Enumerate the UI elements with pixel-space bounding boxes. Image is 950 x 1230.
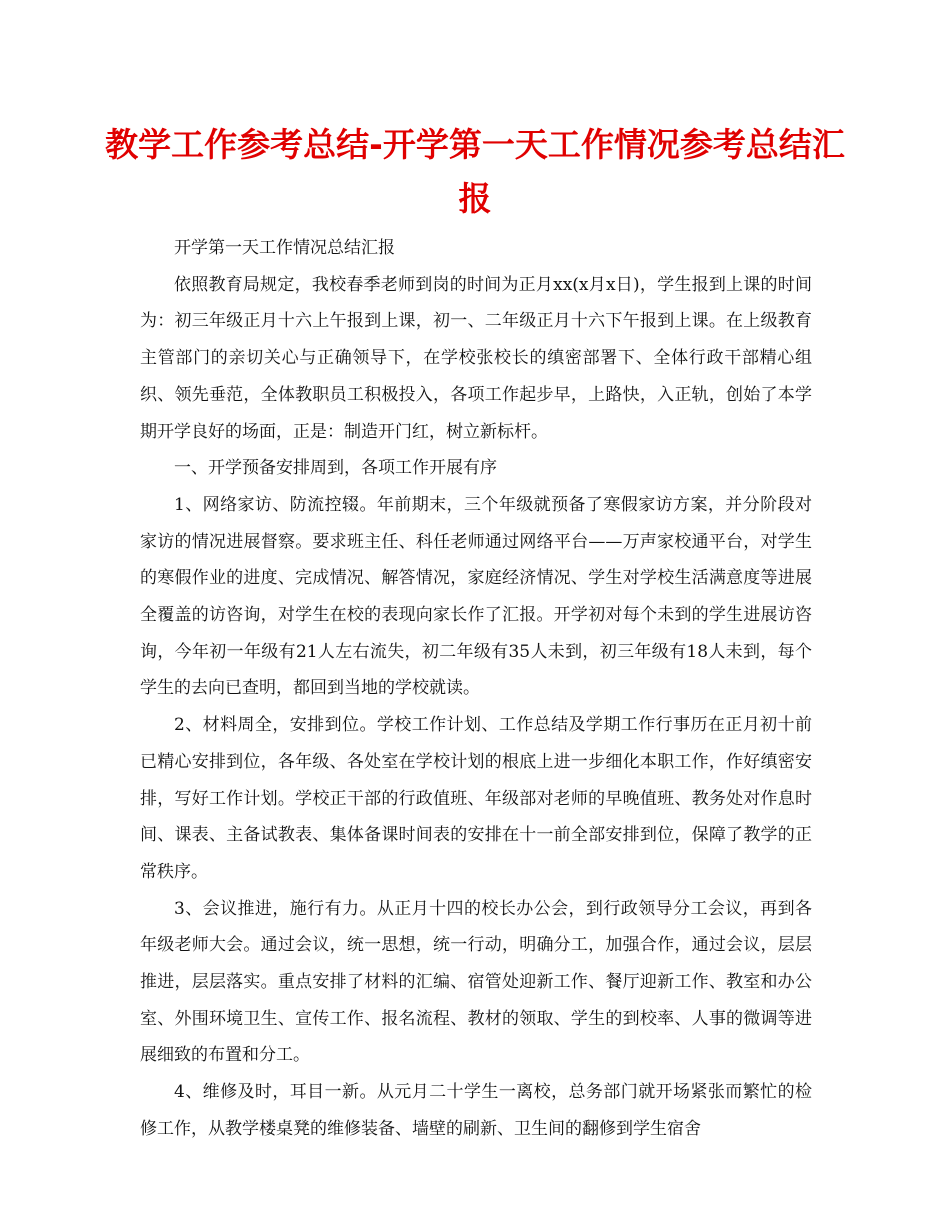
section-heading-1: 一、开学预备安排周到，各项工作开展有序 [174,458,497,479]
paragraph-item-3: 3、会议推进，施行有力。从正月十四的校长办公会，到行政领导分工会议，再到各年级老师大会。通过会议，统一思想，统一行动，明确分工，加强合作，通过会议，层层推进，层层落实。重点安排了材料的汇编、宿管处迎新工作、餐厅迎新工作、教室和办公室、外围环境卫生、宣传工作、报名流程、教材的领取、学生的到校率、人事的微调等进展细致的布置和分工。 [140,898,812,1066]
paragraph-item-4: 4、维修及时，耳目一新。从元月二十学生一离校，总务部门就开场紧张而繁忙的检修工作，从教学楼桌凳的维修装备、墙壁的刷新、卫生间的翻修到学生宿舍 [140,1082,812,1139]
document-body [140,240,812,1148]
paragraph-item-1: 1、网络家访、防流控辍。年前期末，三个年级就预备了寒假家访方案，并分阶段对家访的情况进展督察。要求班主任、科任老师通过网络平台——万声家校通平台，对学生的寒假作业的进度、完成情况、解答情况，家庭经济情况、学生对学校生活满意度等进展全覆盖的访咨询，对学生在校的表现向家长作了汇报。开学初对每个未到的学生进展访咨询，今年初一年级有21人左右流失，初二年级有35人未到，初三年级有18人未到，每个学生的去向已查明，都回到当地的学校就读。 [140,494,812,699]
document-title: 教学工作参考总结-开学第一天工作情况参考总结汇报 [105,125,845,218]
paragraph-item-2: 2、材料周全，安排到位。学校工作计划、工作总结及学期工作行事历在正月初十前已精心安排到位，各年级、各处室在学校计划的根底上进一步细化本职工作，作好缜密安排，写好工作计划。学校正干部的行政值班、年级部对老师的早晚值班、教务处对作息时间、课表、主备试教表、集体备课时间表的安排在十一前全部安排到位，保障了教学的正常秩序。 [140,715,812,882]
paragraph-intro: 依照教育局规定，我校春季老师到岗的时间为正月xx(x月x日)，学生报到上课的时间为：初三年级正月十六上午报到上课，初一、二年级正月十六下午报到上课。在上级教育主管部门的亲切关心与正确领导下，在学校张校长的缜密部署下、全体行政干部精心组织、领先垂范，全体教职员工积极投入，各项工作起步早，上路快，入正轨，创始了本学期开学良好的场面，正是：制造开门红，树立新标杆。 [140,274,812,442]
document-subtitle: 开学第一天工作情况总结汇报 [174,238,395,258]
